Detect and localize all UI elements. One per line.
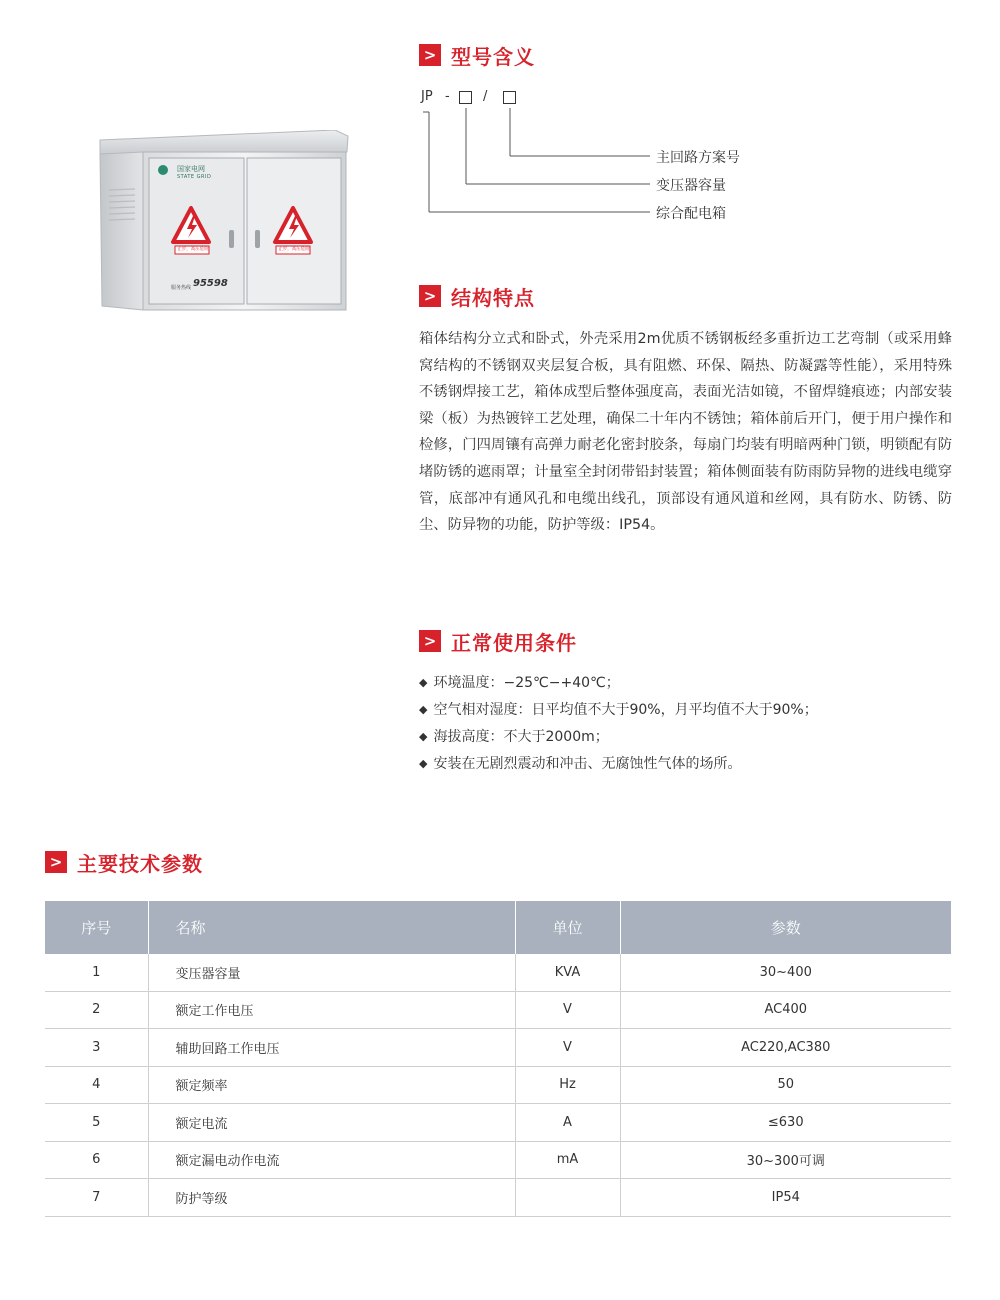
diamond-icon: ◆ xyxy=(419,757,428,770)
model-prefix: JP xyxy=(421,89,433,104)
section-title: 结构特点 xyxy=(451,285,535,310)
chevron-right-icon: > xyxy=(419,285,441,307)
chevron-right-icon: > xyxy=(419,44,441,66)
list-item: ◆ 海拔高度：不大于2000m； xyxy=(419,729,609,745)
table-row: 4 额定频率 Hz 50 xyxy=(45,1066,951,1104)
warning-text-right: 止步，高压危险 xyxy=(278,247,310,252)
list-item: ◆ 环境温度：−25℃−+40℃； xyxy=(419,675,620,691)
table-row: 2 额定工作电压 V AC400 xyxy=(45,991,951,1029)
hotline-prefix: 服务热线 xyxy=(171,285,192,291)
section-title: 正常使用条件 xyxy=(451,630,577,655)
distribution-box-illustration xyxy=(95,130,350,325)
section-params-heading xyxy=(45,850,203,874)
warning-text-left: 止步，高压危险 xyxy=(177,247,209,252)
chevron-right-icon: > xyxy=(45,851,67,873)
list-item: ◆ 空气相对湿度：日平均值不大于90%，月平均值不大于90%； xyxy=(419,702,818,718)
structure-paragraph: 箱体结构分立式和卧式，外壳采用2m优质不锈钢板经多重折边工艺弯制（或采用蜂窝结构的不锈钢双夹层复合板，具有阻燃、环保、隔热、防凝露等性能），采用特殊不锈钢焊接工艺，箱体成型后整体强度高，表面光洁如镜，不留焊缝痕迹；内部安装梁（板）为热镀锌工艺处理，确保二十年内不锈蚀；箱体前后开门，便于用户操作和检修，门四周镶有高弹力耐老化密封胶条，每扇门均装有明暗两种门锁，明锁配有防堵防锈的遮雨罩；计量室全封闭带铅封装置；箱体侧面装有防雨防异物的进线电缆穿管，底部冲有通风孔和电缆出线孔，顶部设有通风道和丝网，具有防水、防锈、防尘、防异物的功能，防护等级：IP54。 xyxy=(419,331,952,534)
model-leader-lines xyxy=(420,100,660,220)
table-row: 1 变压器容量 KVA 30~400 xyxy=(45,954,951,991)
diamond-icon: ◆ xyxy=(419,676,428,689)
params-table xyxy=(45,901,951,1217)
table-row: 6 额定漏电动作电流 mA 30~300可调 xyxy=(45,1141,951,1179)
brand-cn: 国家电网 xyxy=(177,165,205,173)
list-item: ◆ 安装在无剧烈震动和冲击、无腐蚀性气体的场所。 xyxy=(419,756,742,772)
section-model-heading xyxy=(419,43,535,67)
table-row: 7 防护等级 IP54 xyxy=(45,1179,951,1217)
diamond-icon: ◆ xyxy=(419,730,428,743)
model-label-scheme: 主回路方案号 xyxy=(656,150,740,166)
model-slash: / xyxy=(483,89,488,104)
product-image xyxy=(95,130,350,325)
section-conditions-heading xyxy=(419,629,577,653)
header-index: 序号 xyxy=(45,901,148,954)
header-value: 参数 xyxy=(620,901,951,954)
header-name: 名称 xyxy=(148,901,515,954)
section-title: 型号含义 xyxy=(451,44,535,69)
model-label-box: 综合配电箱 xyxy=(656,206,726,222)
section-structure-heading xyxy=(419,284,535,308)
diamond-icon: ◆ xyxy=(419,703,428,716)
conditions-list xyxy=(419,670,818,778)
model-dash: - xyxy=(445,89,450,104)
brand-en: STATE GRID xyxy=(177,174,212,180)
chevron-right-icon: > xyxy=(419,630,441,652)
table-header-row xyxy=(45,901,951,954)
table-row: 3 辅助回路工作电压 V AC220,AC380 xyxy=(45,1029,951,1067)
section-title: 主要技术参数 xyxy=(77,851,203,876)
table-row: 5 额定电流 A ≤630 xyxy=(45,1104,951,1142)
model-label-capacity: 变压器容量 xyxy=(656,178,726,194)
header-unit: 单位 xyxy=(515,901,620,954)
hotline-number: 95598 xyxy=(193,278,228,289)
